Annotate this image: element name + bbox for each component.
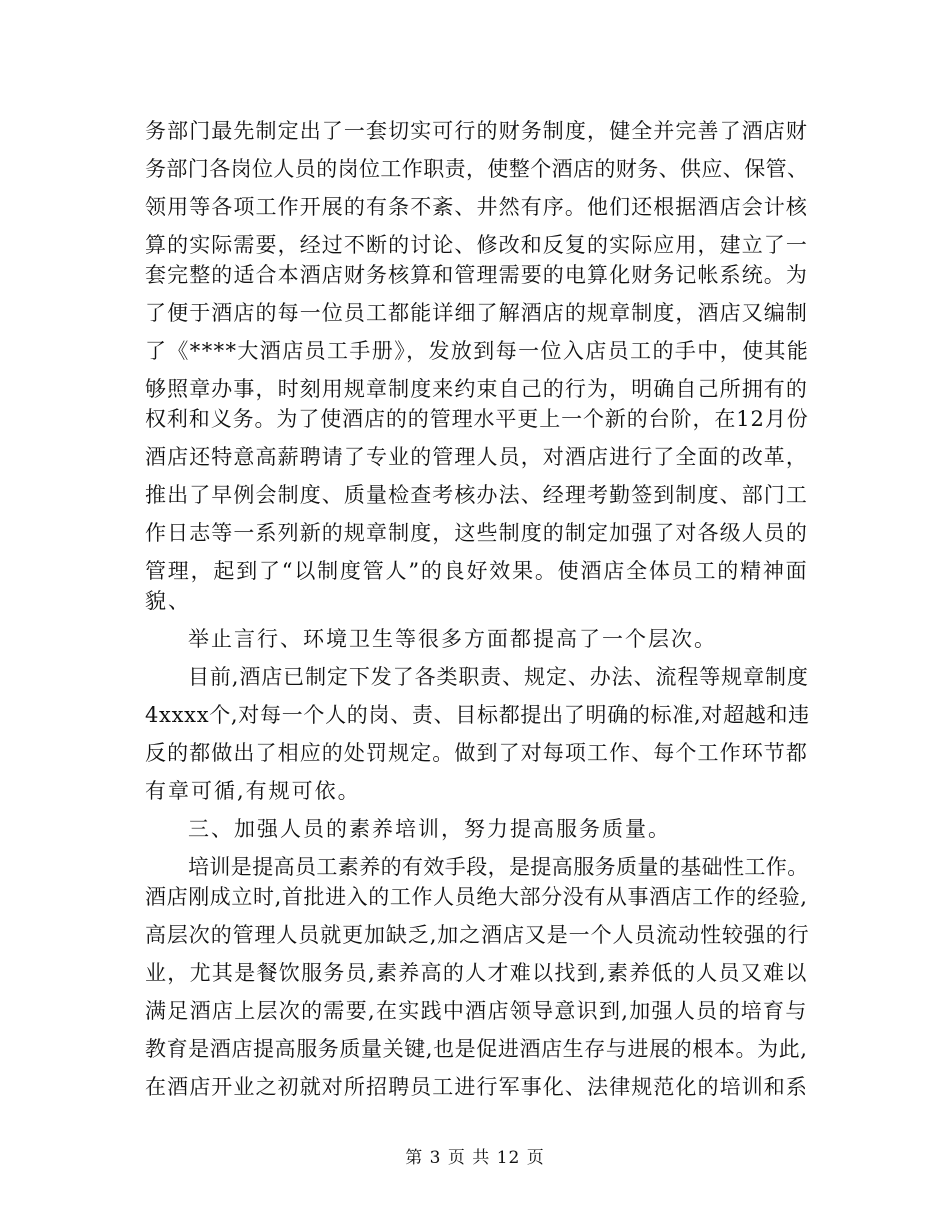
paragraph-line: 在酒店开业之初就对所招聘员工进行军事化、法律规范化的培训和系 <box>145 1075 808 1099</box>
paragraph-line: 目前,酒店已制定下发了各类职责、规定、办法、流程等规章制度 <box>188 665 809 689</box>
paragraph-line: 了《****大酒店员工手册》，发放到每一位入店员工的手中，使其能 <box>145 339 810 363</box>
paragraph-line: 管理，起到了“以制度管人”的良好效果。使酒店全体员工的精神面 <box>145 559 809 583</box>
paragraph-line: 了便于酒店的每一位员工都能详细了解酒店的规章制度，酒店又编制 <box>145 301 808 325</box>
paragraph-line: 举止言行、环境卫生等很多方面都提高了一个层次。 <box>188 627 717 651</box>
paragraph-line: 够照章办事，时刻用规章制度来约束自己的行为，明确自己所拥有的 <box>145 377 808 401</box>
paragraph-line: 教育是酒店提高服务质量关键,也是促进酒店生存与进展的根本。为此, <box>145 1037 808 1061</box>
paragraph-line: 算的实际需要，经过不断的讨论、修改和反复的实际应用，建立了一 <box>145 233 808 257</box>
paragraph-line: 务部门最先制定出了一套切实可行的财务制度，健全并完善了酒店财 <box>145 119 808 143</box>
paragraph-line: 作日志等一系列新的规章制度，这些制度的制定加强了对各级人员的 <box>145 521 808 545</box>
paragraph-line: 培训是提高员工素养的有效手段，是提高服务质量的基础性工作。 <box>188 855 809 879</box>
paragraph-line: 业，尤其是餐饮服务员,素养高的人才难以找到,素养低的人员又难以 <box>145 961 808 985</box>
paragraph-line: 高层次的管理人员就更加缺乏,加之酒店又是一个人员流动性较强的行 <box>145 923 810 947</box>
paragraph-line: 权利和义务。为了使酒店的的管理水平更上一个新的台阶，在12月份 <box>145 407 809 431</box>
paragraph-line: 推出了早例会制度、质量检查考核办法、经理考勤签到制度、部门工 <box>145 483 808 507</box>
paragraph-line: 套完整的适合本酒店财务核算和管理需要的电算化财务记帐系统。为 <box>145 263 808 287</box>
paragraph-line: 反的都做出了相应的处罚规定。做到了对每项工作、每个工作环节都 <box>145 741 808 765</box>
paragraph-line: 满足酒店上层次的需要,在实践中酒店领导意识到,加强人员的培育与 <box>145 999 808 1023</box>
paragraph-line: 领用等各项工作开展的有条不紊、井然有序。他们还根据酒店会计核 <box>145 195 808 219</box>
paragraph-line: 4xxxx个,对每一个人的岗、责、目标都提出了明确的标准,对超越和违 <box>145 703 810 727</box>
paragraph-line: 貌、 <box>145 589 191 613</box>
paragraph-line: 务部门各岗位人员的岗位工作职责，使整个酒店的财务、供应、保管、 <box>145 157 809 181</box>
section-heading: 三、加强人员的素养培训，努力提高服务质量。 <box>188 817 671 841</box>
page-number: 第 3 页 共 12 页 <box>405 1148 545 1168</box>
paragraph-line: 酒店刚成立时,首批进入的工作人员绝大部分没有从事酒店工作的经验, <box>145 885 808 909</box>
paragraph-line: 酒店还特意高薪聘请了专业的管理人员，对酒店进行了全面的改革， <box>145 445 808 469</box>
paragraph-line: 有章可循,有规可依。 <box>145 779 361 803</box>
